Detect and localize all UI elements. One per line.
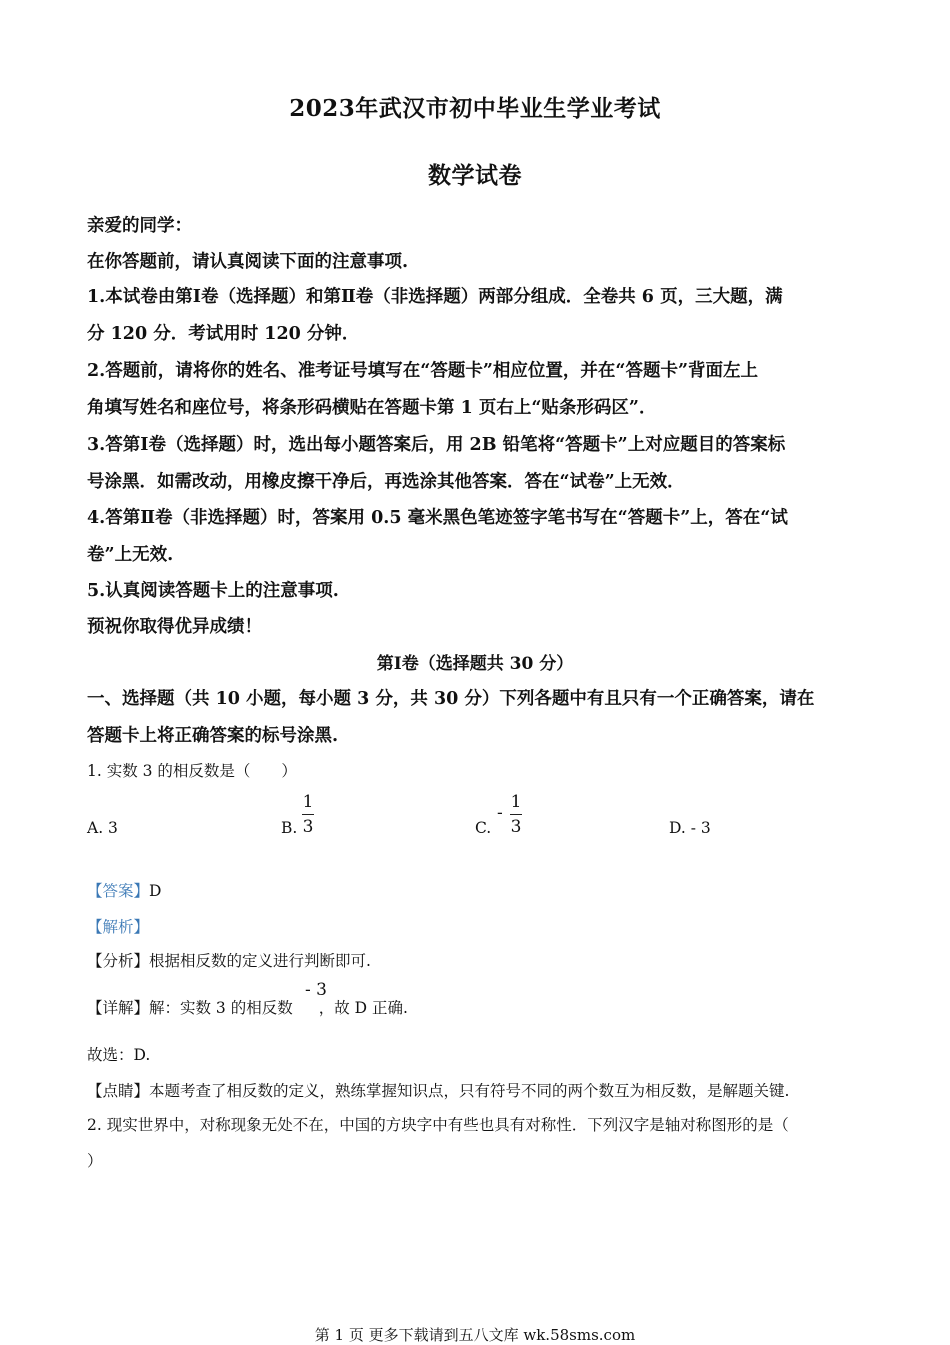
section-instructions-b: 答题卡上将正确答案的标号涂黑. bbox=[87, 726, 339, 746]
exam-subtitle: 数学试卷 bbox=[428, 162, 522, 189]
fraction-denominator: 3 bbox=[302, 817, 314, 837]
q1-analysis-tag: 【解析】 bbox=[87, 918, 150, 936]
fraction-numerator: 1 bbox=[302, 792, 314, 812]
q1-comment: 【点睛】本题考查了相反数的定义，熟练掌握知识点，只有符号不同的两个数互为相反数，是解题关键. bbox=[87, 1082, 790, 1100]
notice-item-3b: 号涂黑．如需改动，用橡皮擦干净后，再选涂其他答案．答在“试卷”上无效． bbox=[87, 472, 685, 492]
q1-option-b-label: B. bbox=[281, 819, 298, 837]
notice-item-3a: 3.答第Ⅰ卷（选择题）时，选出每小题答案后，用 2B 铅笔将“答题卡”上对应题目的答案标 bbox=[87, 435, 786, 455]
answer-tag: 【答案】 bbox=[87, 882, 150, 900]
q2-stem-a: 2. 现实世界中，对称现象无处不在，中国的方块字中有些也具有对称性．下列汉字是轴对称图形的是（ bbox=[87, 1116, 789, 1134]
notice-wish: 预祝你取得优异成绩！ bbox=[87, 617, 262, 637]
notice-intro: 在你答题前，请认真阅读下面的注意事项. bbox=[87, 252, 409, 272]
section-heading: 第Ⅰ卷（选择题共 30 分） bbox=[376, 654, 574, 674]
notice-item-1b: 分 120 分．考试用时 120 分钟． bbox=[87, 324, 360, 344]
q1-detail bbox=[87, 996, 877, 1018]
notice-item-5: 5.认真阅读答题卡上的注意事项. bbox=[87, 581, 339, 601]
q1-option-c-label: C. bbox=[475, 819, 492, 837]
notice-item-2b: 角填写姓名和座位号，将条形码横贴在答题卡第 1 页右上“贴条形码区”． bbox=[87, 398, 657, 418]
answer-value: D bbox=[149, 882, 162, 900]
detail-prefix: 【详解】解：实数 3 的相反数 bbox=[87, 999, 293, 1017]
fraction-bar bbox=[510, 814, 522, 815]
q1-stem: 1. 实数 3 的相反数是（ ） bbox=[87, 762, 297, 780]
q1-choose: 故选：D. bbox=[87, 1046, 151, 1064]
notice-item-4a: 4.答第Ⅱ卷（非选择题）时，答案用 0.5 毫米黑色笔迹签字笔书写在“答题卡”上，答在“试 bbox=[87, 508, 788, 528]
q1-option-b-fraction bbox=[302, 792, 314, 837]
section-instructions-a: 一、选择题（共 10 小题，每小题 3 分，共 30 分）下列各题中有且只有一个正确答案，请在 bbox=[87, 689, 815, 709]
q1-option-a: A. 3 bbox=[87, 819, 118, 837]
fraction-bar bbox=[302, 814, 314, 815]
q1-answer-line bbox=[87, 879, 877, 901]
notice-item-1a: 1.本试卷由第Ⅰ卷（选择题）和第Ⅱ卷（非选择题）两部分组成．全卷共 6 页，三大题，满 bbox=[87, 287, 783, 307]
q1-option-c-fraction bbox=[510, 792, 522, 837]
q1-option-d: D. - 3 bbox=[669, 819, 711, 837]
q1-detail-value: - 3 bbox=[305, 980, 327, 1000]
q1-option-c-sign: - bbox=[497, 803, 503, 823]
q2-stem-b: ） bbox=[87, 1152, 103, 1170]
fraction-numerator: 1 bbox=[510, 792, 522, 812]
exam-title: 2023年武汉市初中毕业生学业考试 bbox=[289, 95, 661, 122]
notice-item-2a: 2.答题前，请将你的姓名、准考证号填写在“答题卡”相应位置，并在“答题卡”背面左上 bbox=[87, 361, 759, 381]
fraction-denominator: 3 bbox=[510, 817, 522, 837]
notice-item-4b: 卷”上无效. bbox=[87, 545, 174, 565]
notice-greeting: 亲爱的同学： bbox=[87, 216, 192, 236]
page-footer: 第 1 页 更多下载请到五八文库 wk.58sms.com bbox=[314, 1326, 636, 1344]
q1-fenxi: 【分析】根据相反数的定义进行判断即可. bbox=[87, 952, 371, 970]
detail-suffix: ，故 D 正确. bbox=[318, 999, 408, 1017]
